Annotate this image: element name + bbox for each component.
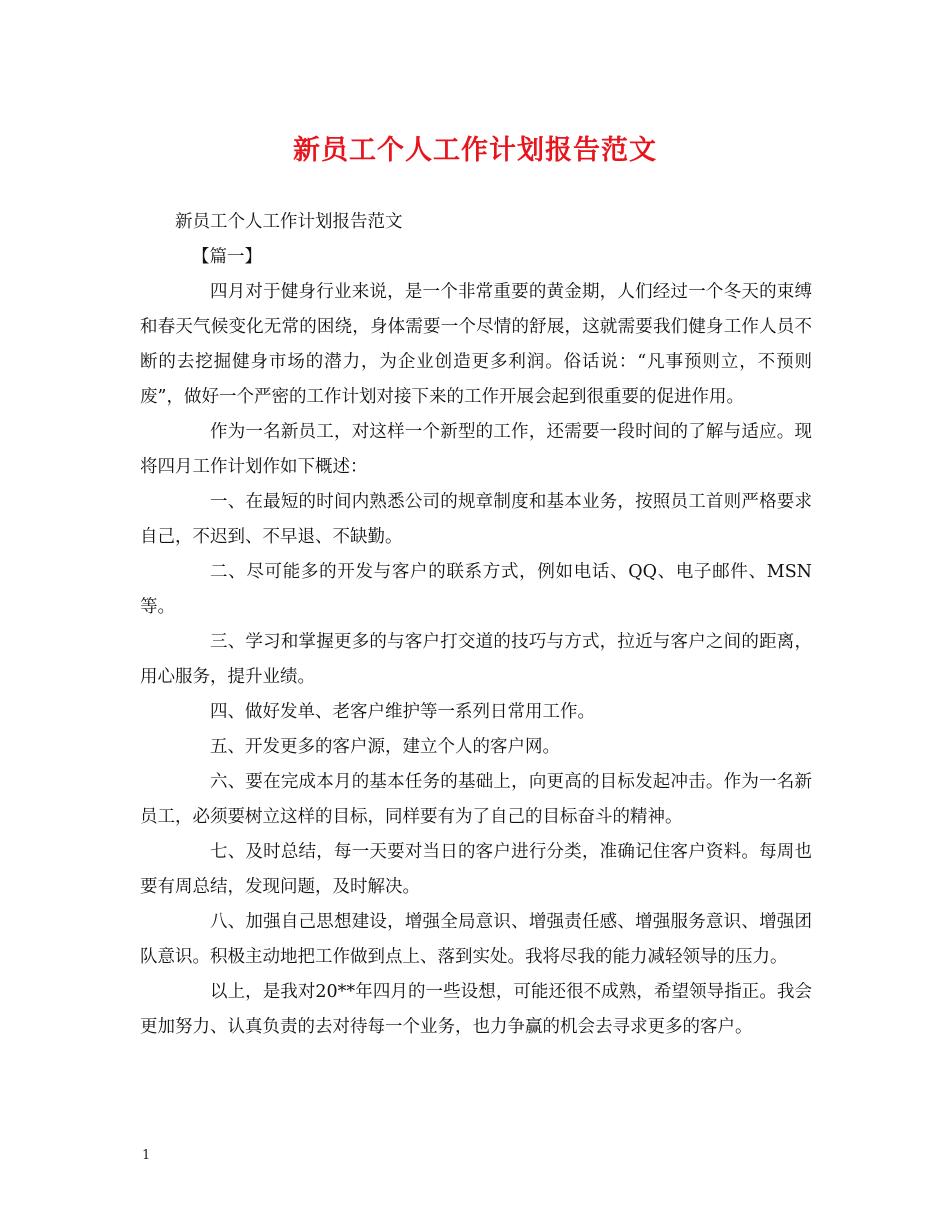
paragraph-conclusion: 以上，是我对20**年四月的一些设想，可能还很不成熟，希望领导指正。我会更加努力、认真负责的去对待每一个业务，也力争赢的机会去寻求更多的客户。 [140,982,812,1037]
document-subtitle: 新员工个人工作计划报告范文 [175,212,403,232]
document-title: 新员工个人工作计划报告范文 [293,135,657,166]
paragraph-overview: 作为一名新员工，对这样一个新型的工作，还需要一段时间的了解与适应。现将四月工作计划作如下概述： [140,422,812,477]
plan-item-1: 一、在最短的时间内熟悉公司的规章制度和基本业务，按照员工首则严格要求自己，不迟到、不早退、不缺勤。 [140,492,812,547]
paragraph-intro: 四月对于健身行业来说，是一个非常重要的黄金期，人们经过一个冬天的束缚和春天气候变化无常的困绕，身体需要一个尽情的舒展，这就需要我们健身工作人员不断的去挖掘健身市场的潜力，为企业创造更多利润。俗话说：“凡事预则立，不预则废”，做好一个严密的工作计划对接下来的工作开展会起到很重要的促进作用。 [140,282,812,407]
plan-item-3: 三、学习和掌握更多的与客户打交道的技巧与方式，拉近与客户之间的距离，用心服务，提升业绩。 [140,632,812,687]
page-number: 1 [142,1148,151,1163]
plan-item-7: 七、及时总结，每一天要对当日的客户进行分类，准确记住客户资料。每周也要有周总结，发现问题，及时解决。 [140,842,812,897]
plan-item-4: 四、做好发单、老客户维护等一系列日常用工作。 [210,702,595,722]
plan-item-8: 八、加强自己思想建设，增强全局意识、增强责任感、增强服务意识、增强团队意识。积极主动地把工作做到点上、落到实处。我将尽我的能力减轻领导的压力。 [140,912,812,967]
plan-item-5: 五、开发更多的客户源，建立个人的客户网。 [210,737,560,757]
plan-item-6: 六、要在完成本月的基本任务的基础上，向更高的目标发起冲击。作为一名新员工，必须要树立这样的目标，同样要有为了自己的目标奋斗的精神。 [140,772,812,827]
section-heading: 【篇一】 [192,247,262,267]
document-body [140,205,812,1045]
plan-item-2: 二、尽可能多的开发与客户的联系方式，例如电话、QQ、电子邮件、MSN等。 [140,562,812,617]
